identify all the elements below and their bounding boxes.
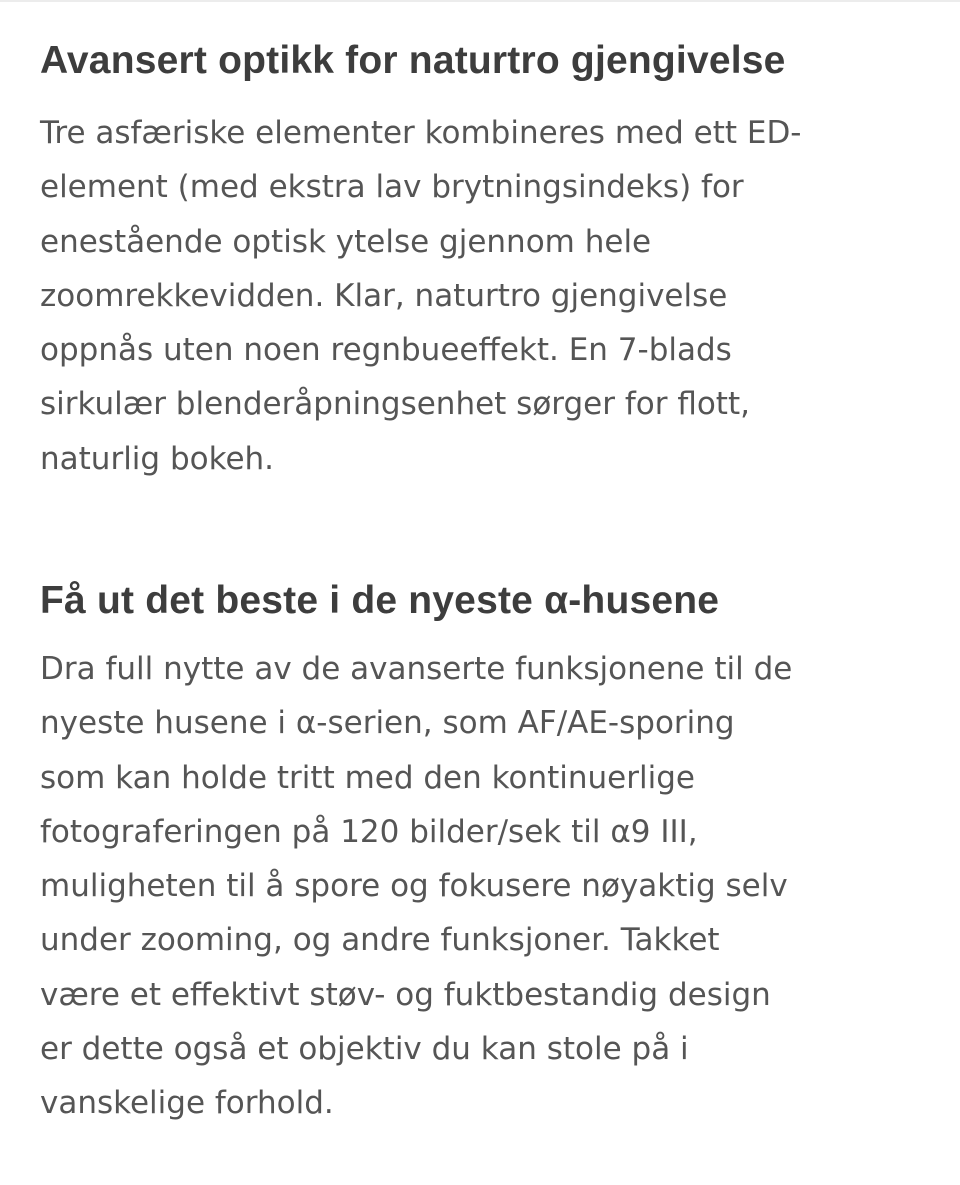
body-line: zoomrekkevidden. Klar, naturtro gjengivelse bbox=[40, 277, 728, 314]
section-advanced-optics bbox=[40, 36, 920, 486]
body-line: muligheten til å spore og fokusere nøyaktig selv bbox=[40, 868, 788, 905]
body-line: fotograferingen på 120 bilder/sek til α9 III, bbox=[40, 813, 698, 850]
section-title: Få ut det beste i de nyeste α-husene bbox=[40, 579, 720, 622]
body-line: vanskelige forhold. bbox=[40, 1085, 334, 1122]
body-line: være et effektivt støv- og fuktbestandig design bbox=[40, 976, 771, 1013]
top-divider bbox=[0, 0, 960, 2]
body-line: nyeste husene i α-serien, som AF/AE-sporing bbox=[40, 705, 735, 742]
section-body bbox=[40, 106, 920, 486]
body-line: under zooming, og andre funksjoner. Takket bbox=[40, 922, 720, 959]
body-line: sirkulær blenderåpningsenhet sørger for flott, bbox=[40, 386, 750, 423]
body-line: oppnås uten noen regnbueeffekt. En 7-blads bbox=[40, 332, 732, 369]
section-body bbox=[40, 642, 920, 1131]
section-title: Avansert optikk for naturtro gjengivelse bbox=[40, 39, 786, 82]
body-line: Dra full nytte av de avanserte funksjonene til de bbox=[40, 651, 793, 687]
section-alpha-bodies bbox=[40, 576, 920, 1131]
body-line: enestående optisk ytelse gjennom hele bbox=[40, 223, 652, 260]
body-line: naturlig bokeh. bbox=[40, 440, 275, 477]
body-line: er dette også et objektiv du kan stole på i bbox=[40, 1031, 689, 1068]
body-line: Tre asfæriske elementer kombineres med ett ED- bbox=[40, 115, 802, 151]
body-line: som kan holde tritt med den kontinuerlige bbox=[40, 759, 695, 796]
body-line: element (med ekstra lav brytningsindeks) for bbox=[40, 169, 744, 206]
